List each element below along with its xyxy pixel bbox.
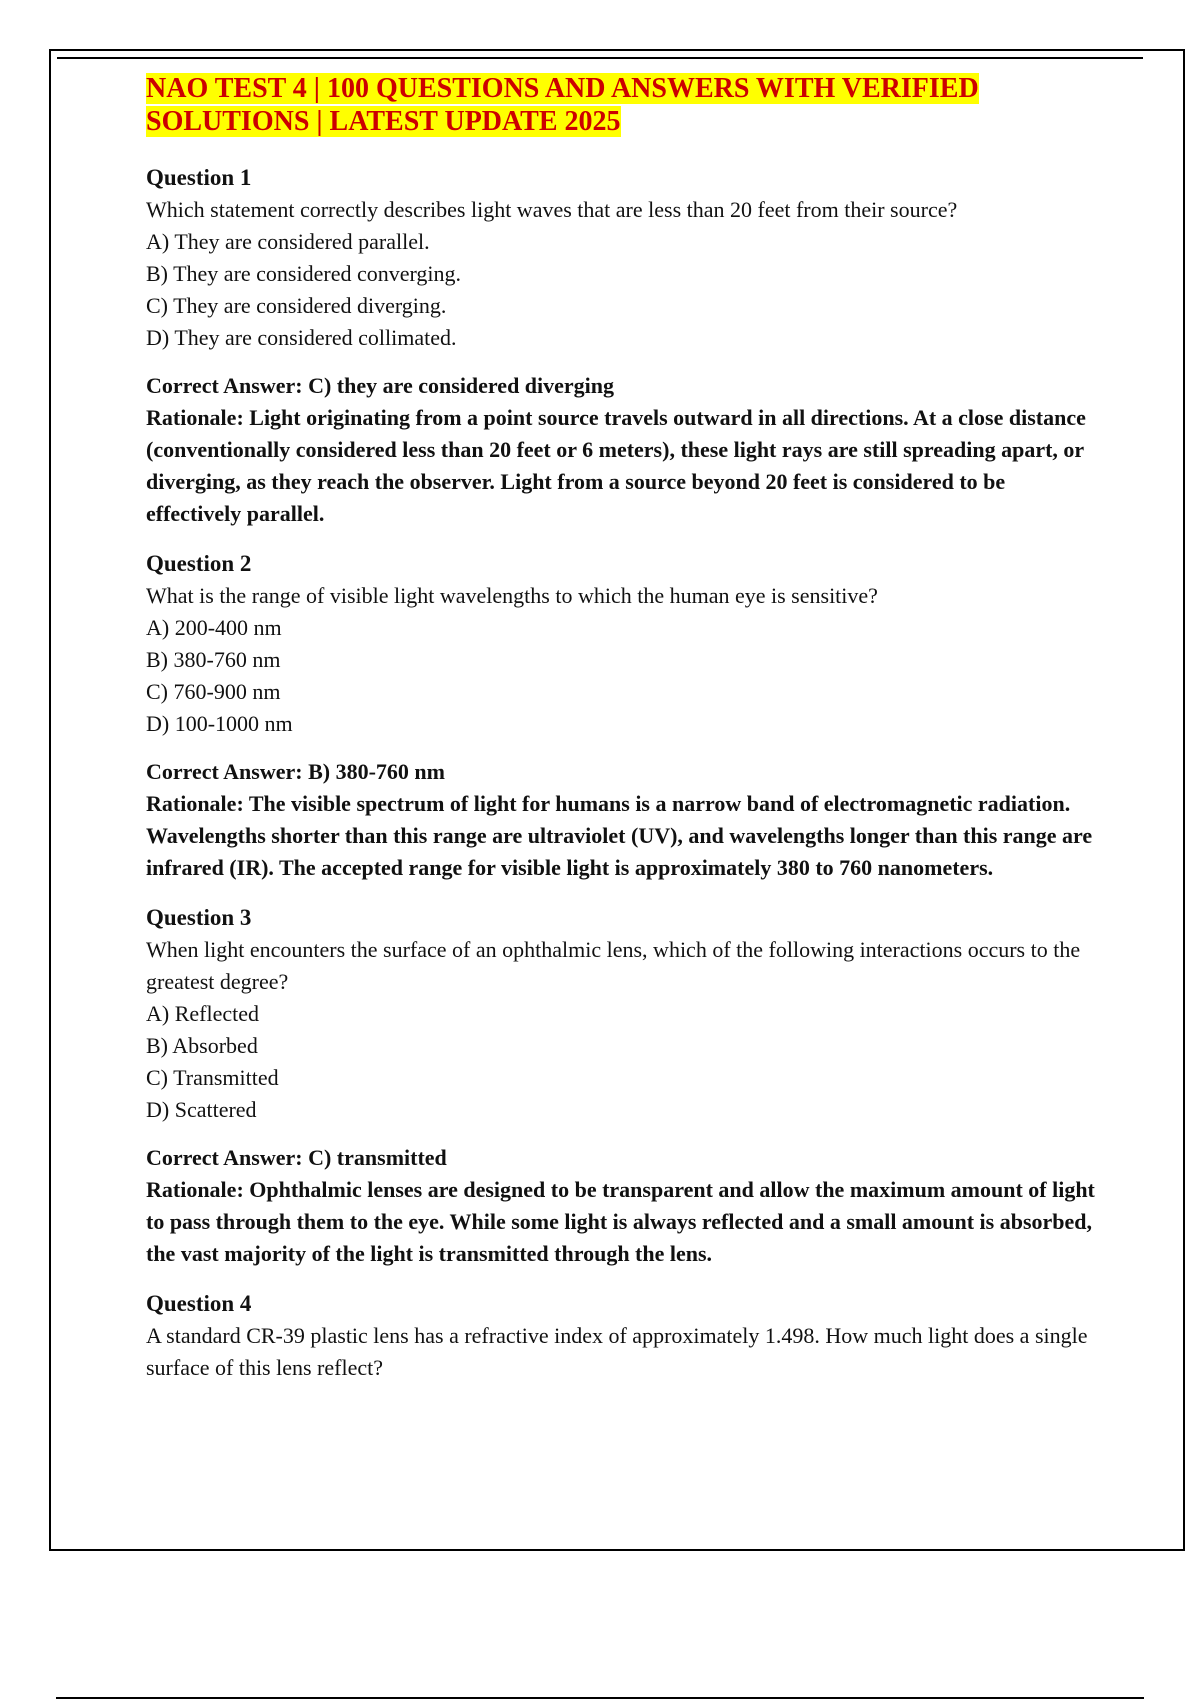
option-b: B) They are considered converging. xyxy=(146,261,462,286)
answer-options xyxy=(146,612,1096,740)
option-a: A) They are considered parallel. xyxy=(146,229,430,254)
title-line-1: NAO TEST 4 | 100 QUESTIONS AND ANSWERS WITH VERIFIED xyxy=(146,73,979,104)
question-text: When light encounters the surface of an ophthalmic lens, which of the following interactions occurs to the greatest degree? xyxy=(146,937,1081,994)
question-heading: Question 2 xyxy=(146,551,252,576)
answer-options xyxy=(146,226,1096,354)
answer-block xyxy=(146,756,1096,884)
option-d: D) They are considered collimated. xyxy=(146,325,457,350)
bottom-rule xyxy=(56,1697,1144,1699)
top-rule xyxy=(57,57,1143,59)
rationale: Rationale: The visible spectrum of light for humans is a narrow band of electromagnetic radiation. Wavelengths shorter than this range are ultraviolet (UV), and wavelengths longer than this range are infrared (IR). The accepted range for visible light is approximately 380 to 760 nanometers. xyxy=(146,791,1093,880)
question-4 xyxy=(146,1288,1096,1384)
question-heading: Question 1 xyxy=(146,165,252,190)
question-text: A standard CR-39 plastic lens has a refractive index of approximately 1.498. How much light does a single surface of this lens reflect? xyxy=(146,1323,1088,1380)
question-heading: Question 3 xyxy=(146,905,252,930)
document-content xyxy=(146,72,1096,1402)
question-3 xyxy=(146,902,1096,1270)
answer-block xyxy=(146,1142,1096,1270)
option-d: D) 100-1000 nm xyxy=(146,711,293,736)
option-b: B) Absorbed xyxy=(146,1033,258,1058)
rationale: Rationale: Light originating from a point source travels outward in all directions. At a close distance (conventionally considered less than 20 feet or 6 meters), these light rays are still spreading apart, or diverging, as they reach the observer. Light from a source beyond 20 feet is considered to be effectively parallel. xyxy=(146,405,1086,526)
option-c: C) 760-900 nm xyxy=(146,679,281,704)
correct-answer: Correct Answer: B) 380-760 nm xyxy=(146,759,445,784)
option-c: C) Transmitted xyxy=(146,1065,279,1090)
option-d: D) Scattered xyxy=(146,1097,257,1122)
question-text: Which statement correctly describes light waves that are less than 20 feet from their source? xyxy=(146,197,958,222)
document-title xyxy=(146,72,1096,138)
option-b: B) 380-760 nm xyxy=(146,647,281,672)
question-2 xyxy=(146,548,1096,884)
correct-answer: Correct Answer: C) transmitted xyxy=(146,1145,447,1170)
question-1 xyxy=(146,162,1096,530)
rationale: Rationale: Ophthalmic lenses are designed to be transparent and allow the maximum amount of light to pass through them to the eye. While some light is always reflected and a small amount is absorbed, the vast majority of the light is transmitted through the lens. xyxy=(146,1177,1095,1266)
option-a: A) 200-400 nm xyxy=(146,615,282,640)
question-heading: Question 4 xyxy=(146,1291,252,1316)
question-text: What is the range of visible light wavelengths to which the human eye is sensitive? xyxy=(146,583,878,608)
answer-block xyxy=(146,370,1096,530)
title-line-2: SOLUTIONS | LATEST UPDATE 2025 xyxy=(146,106,621,137)
option-c: C) They are considered diverging. xyxy=(146,293,447,318)
correct-answer: Correct Answer: C) they are considered diverging xyxy=(146,373,615,398)
option-a: A) Reflected xyxy=(146,1001,259,1026)
answer-options xyxy=(146,998,1096,1126)
